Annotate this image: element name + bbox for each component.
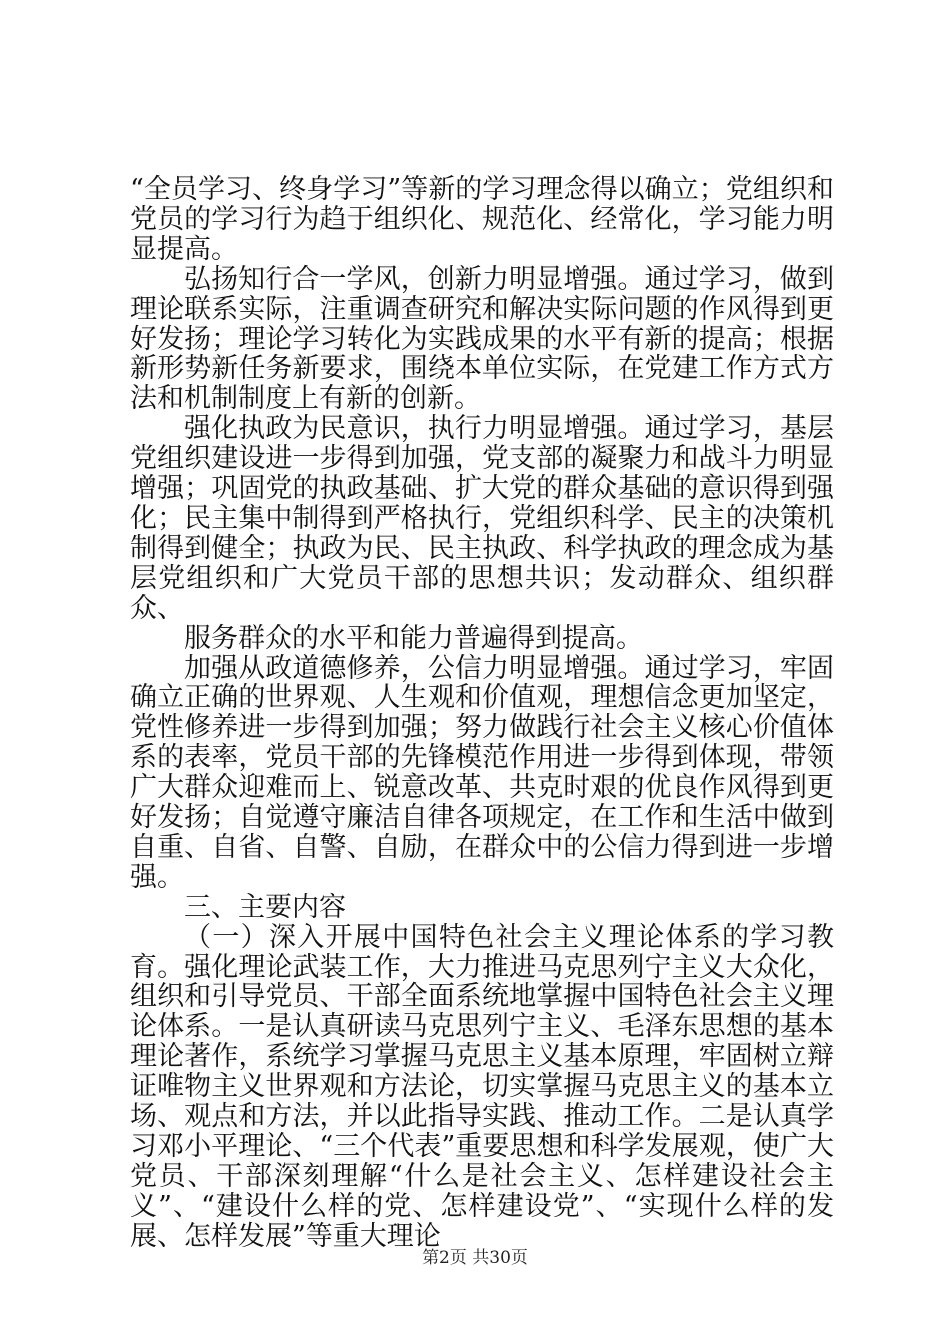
paragraph-1: “全员学习、终身学习”等新的学习理念得以确立；党组织和党员的学习行为趋于组织化、规范化、经常化，学习能力明显提高。: [130, 174, 834, 265]
paragraph-2: 弘扬知行合一学风，创新力明显增强。通过学习，做到理论联系实际，注重调查研究和解决实际问题的作风得到更好发扬；理论学习转化为实践成果的水平有新的提高；根据新形势新任务新要求，围绕本单位实际，在党建工作方式方法和机制制度上有新的创新。: [130, 263, 834, 415]
paragraph-5: 加强从政道德修养，公信力明显增强。通过学习，牢固确立正确的世界观、人生观和价值观，理想信念更加坚定，党性修养进一步得到加强；努力做践行社会主义核心价值体系的表率，党员干部的先锋模范作用进一步得到体现，带领广大群众迎难而上、锐意改革、共克时艰的优良作风得到更好发扬；自觉遵守廉洁自律各项规定，在工作和生活中做到自重、自省、自警、自励，在群众中的公信力得到进一步增强。: [130, 652, 834, 893]
paragraph-3: 强化执政为民意识，执行力明显增强。通过学习，基层党组织建设进一步得到加强，党支部的凝聚力和战斗力明显增强；巩固党的执政基础、扩大党的群众基础的意识得到强化；民主集中制得到严格执行，党组织科学、民主的决策机制得到健全；执政为民、民主执政、科学执政的理念成为基层党组织和广大党员干部的思想共识；发动群众、组织群众、: [130, 413, 834, 624]
document-body: [130, 175, 834, 1252]
section-heading-main-content: 三、主要内容: [184, 891, 346, 923]
paragraph-4: 服务群众的水平和能力普遍得到提高。: [184, 622, 643, 654]
paragraph-7: （一）深入开展中国特色社会主义理论体系的学习教育。强化理论武装工作，大力推进马克思列宁主义大众化，组织和引导党员、干部全面系统地掌握中国特色社会主义理论体系。一是认真研读马克思列宁主义、毛泽东思想的基本理论著作，系统学习掌握马克思主义基本原理，牢固树立辩证唯物主义世界观和方法论，切实掌握马克思主义的基本立场、观点和方法，并以此指导实践、推动工作。二是认真学习邓小平理论、“三个代表”重要思想和科学发展观，使广大党员、干部深刻理解“什么是社会主义、怎样建设社会主义”、“建设什么样的党、怎样建设党”、“实现什么样的发展、怎样发展”等重大理论: [130, 921, 834, 1252]
page-number-footer: 第2页 共30页: [422, 1248, 528, 1268]
